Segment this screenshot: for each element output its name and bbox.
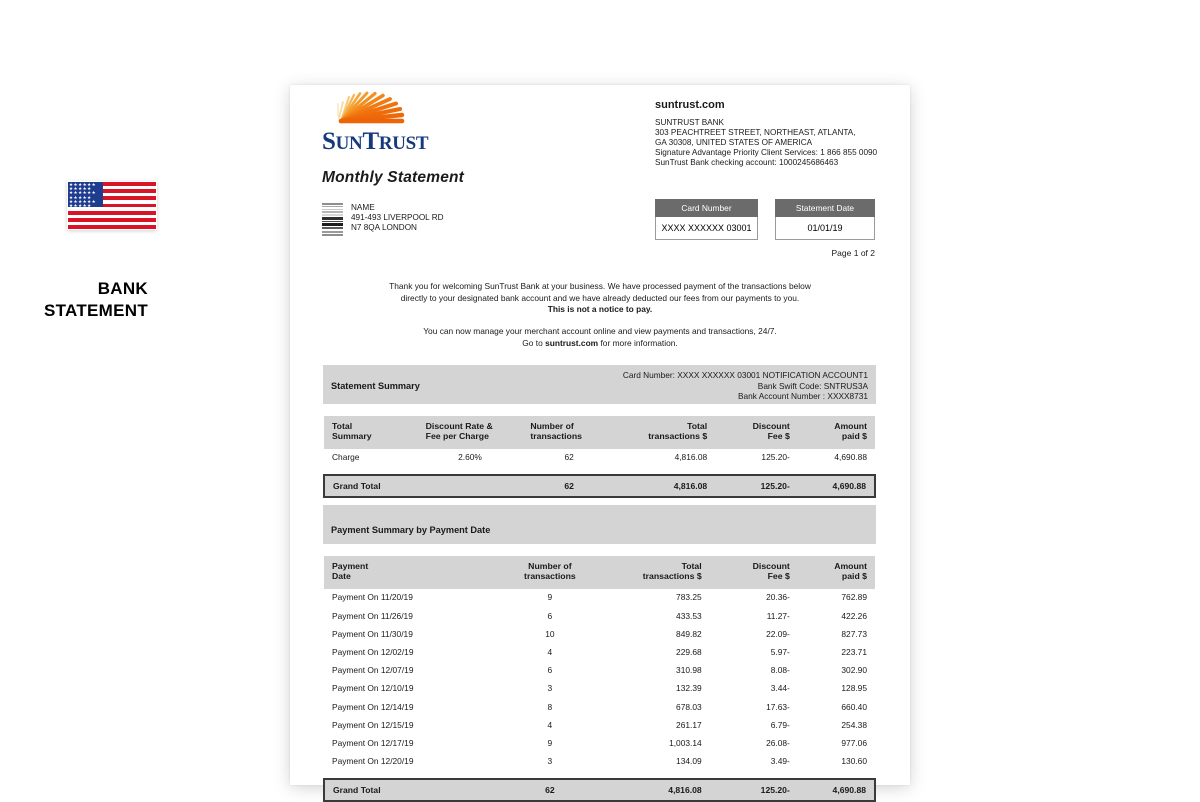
cell-date: Payment On 12/17/19 [324, 734, 495, 752]
cell-fee: 20.36- [710, 589, 798, 607]
cell-paid: 422.26 [798, 607, 875, 625]
cell-grand-total-fee: 125.20- [715, 475, 798, 497]
cell-fee: 3.49- [710, 752, 798, 770]
cell-label: Charge [324, 449, 418, 467]
cell-total: 783.25 [605, 589, 710, 607]
caption-line-1: BANK [97, 279, 148, 298]
cell-date: Payment On 11/26/19 [324, 607, 495, 625]
table-row [324, 752, 875, 770]
recipient-address [351, 203, 444, 233]
bank-address-line: Signature Advantage Priority Client Services: 1 866 855 0090 [655, 148, 878, 158]
suntrust-wordmark [322, 129, 522, 157]
cell-total: 1,003.14 [605, 734, 710, 752]
cell-grand-total-total: 4,816.08 [605, 779, 710, 801]
cell-total: 132.39 [605, 679, 710, 697]
cell-grand-total-paid: 4,690.88 [798, 475, 875, 497]
flag-stars: ★★★★★★ ★★★★★ ★★★★★★ ★★★★★ ★★★★★★ ★★★★★ [69, 182, 97, 208]
suntrust-logo [322, 90, 522, 157]
recipient-name: NAME [351, 203, 375, 212]
cell-paid: 660.40 [798, 697, 875, 715]
cell-paid: 223.71 [798, 643, 875, 661]
intro-online-line: You can now manage your merchant account online and view payments and transactions, 24/7. [423, 326, 777, 336]
table-row [324, 643, 875, 661]
statement-date-label: Statement Date [775, 199, 875, 217]
cell-count: 6 [495, 661, 605, 679]
cell-fee: 26.08- [710, 734, 798, 752]
cell-paid: 762.89 [798, 589, 875, 607]
cell-count: 6 [495, 607, 605, 625]
table-row [324, 589, 875, 607]
intro-line-2: directly to your designated bank account and we have already deducted our fees from our payments to you. [400, 292, 800, 303]
statement-summary-meta [623, 370, 868, 402]
cell-date: Payment On 12/20/19 [324, 752, 495, 770]
cell-total: 134.09 [605, 752, 710, 770]
cell-paid: 130.60 [798, 752, 875, 770]
meta-card-number: Card Number: XXXX XXXXXX 03001 NOTIFICATION ACCOUNT1 [622, 370, 868, 380]
cell-grand-total-paid: 4,690.88 [798, 779, 875, 801]
cell-fee: 8.08- [710, 661, 798, 679]
grand-total-row [324, 779, 875, 801]
suntrust-link[interactable]: suntrust.com [545, 337, 599, 348]
wordmark-t: T [362, 128, 379, 155]
cell-fee: 11.27- [710, 607, 798, 625]
payment-summary-table [323, 556, 876, 802]
col-discount-rate: Discount Rate & Fee per Charge [418, 416, 523, 449]
intro-line-1: Thank you for welcoming SunTrust Bank at your business. We have processed payment of the transactions below [389, 281, 811, 291]
statement-date-box [775, 199, 875, 240]
wordmark-un: UN [335, 133, 363, 154]
col-total-summary: Total Summary [324, 416, 418, 449]
cell-total: 433.53 [605, 607, 710, 625]
cell-count: 4 [495, 716, 605, 734]
cell-paid: 977.06 [798, 734, 875, 752]
payment-summary-band [323, 505, 876, 544]
col-total-transactions: Total transactions $ [605, 556, 710, 589]
col-payment-date: Payment Date [324, 556, 495, 589]
card-number-box [655, 199, 758, 240]
cell-date: Payment On 11/20/19 [324, 589, 495, 607]
cell-total: 261.17 [605, 716, 710, 734]
meta-swift-code: Bank Swift Code: SNTRUS3A [757, 380, 868, 391]
cell-total: 678.03 [605, 697, 710, 715]
cell-paid: 4,690.88 [798, 449, 875, 467]
cell-paid: 254.38 [798, 716, 875, 734]
cell-count: 3 [495, 679, 605, 697]
page-title: Monthly Statement [322, 169, 465, 186]
cell-grand-total-label: Grand Total [324, 779, 495, 801]
col-total-transactions: Total transactions $ [616, 416, 715, 449]
bank-website: suntrust.com [655, 99, 725, 111]
caption-line-2: STATEMENT [43, 301, 148, 320]
intro-notice: This is not a notice to pay. [547, 304, 653, 315]
wordmark-rust: RUST [378, 133, 429, 154]
cell-fee: 17.63- [710, 697, 798, 715]
annotation-caption [0, 278, 148, 322]
col-number-transactions: Number of transactions [522, 416, 616, 449]
card-number-label: Card Number [655, 199, 758, 217]
cell-date: Payment On 12/02/19 [324, 643, 495, 661]
recipient-address-line-2: N7 8QA LONDON [351, 223, 417, 233]
cell-fee: 22.09- [710, 625, 798, 643]
cell-paid: 128.95 [798, 679, 875, 697]
cell-count: 4 [495, 643, 605, 661]
intro-goto-prefix: Go to [522, 337, 546, 348]
wordmark-s: S [322, 128, 336, 155]
statement-date-value: 01/01/19 [775, 217, 875, 240]
statement-summary-table [323, 416, 876, 498]
table-row [324, 607, 875, 625]
cell-count: 10 [495, 625, 605, 643]
cell-count: 9 [495, 734, 605, 752]
table-row [324, 625, 875, 643]
barcode-icon [322, 203, 343, 238]
cell-grand-total-rate [418, 475, 523, 497]
cell-grand-total-count: 62 [522, 475, 616, 497]
col-discount-fee: Discount Fee $ [715, 416, 798, 449]
cell-total: 849.82 [605, 625, 710, 643]
cell-grand-total-label: Grand Total [324, 475, 418, 497]
cell-fee: 6.79- [710, 716, 798, 734]
col-amount-paid: Amount paid $ [798, 416, 875, 449]
cell-paid: 302.90 [798, 661, 875, 679]
statement-document [290, 85, 910, 795]
cell-count: 3 [495, 752, 605, 770]
cell-grand-total-count: 62 [495, 779, 605, 801]
cell-fee: 125.20- [715, 449, 798, 467]
bank-info-block [655, 99, 905, 168]
table-row [324, 449, 875, 467]
cell-grand-total-total: 4,816.08 [616, 475, 715, 497]
cell-grand-total-fee: 125.20- [710, 779, 798, 801]
table-row [324, 734, 875, 752]
table-row [324, 661, 875, 679]
bank-address-line: GA 30308, UNITED STATES OF AMERICA [655, 138, 813, 148]
us-flag-icon [67, 181, 157, 230]
bank-address-line: SunTrust Bank checking account: 1000245686463 [655, 158, 839, 168]
payment-summary-title: Payment Summary by Payment Date [331, 525, 491, 535]
table-header-row [324, 416, 875, 449]
statement-summary-title: Statement Summary [331, 381, 420, 391]
intro-paragraph-1 [332, 281, 868, 316]
cell-total: 310.98 [605, 661, 710, 679]
col-discount-fee: Discount Fee $ [710, 556, 798, 589]
cell-total: 229.68 [605, 643, 710, 661]
cell-count: 9 [495, 589, 605, 607]
cell-count: 8 [495, 697, 605, 715]
cell-fee: 3.44- [710, 679, 798, 697]
annotation-panel [0, 0, 290, 774]
cell-date: Payment On 12/10/19 [324, 679, 495, 697]
table-row [324, 697, 875, 715]
table-row [324, 716, 875, 734]
cell-paid: 827.73 [798, 625, 875, 643]
col-amount-paid: Amount paid $ [798, 556, 875, 589]
table-header-row [324, 556, 875, 589]
sunburst-logo-icon [328, 90, 414, 130]
intro-paragraph-2 [332, 326, 868, 349]
cell-count: 62 [522, 449, 616, 467]
grand-total-row [324, 475, 875, 497]
statement-summary-band [323, 365, 876, 404]
cell-fee: 5.97- [710, 643, 798, 661]
cell-date: Payment On 12/14/19 [324, 697, 495, 715]
table-row [324, 679, 875, 697]
bank-address-line: 303 PEACHTREET STREET, NORTHEAST, ATLANTA, [655, 128, 856, 138]
bank-address [655, 118, 905, 168]
page-number: Page 1 of 2 [831, 248, 875, 258]
cell-date: Payment On 11/30/19 [324, 625, 495, 643]
bank-address-line: SUNTRUST BANK [655, 118, 724, 127]
meta-account-number: Bank Account Number : XXXX8731 [737, 391, 868, 401]
cell-rate: 2.60% [418, 449, 523, 467]
cell-total: 4,816.08 [616, 449, 715, 467]
intro-goto-suffix: for more information. [598, 337, 678, 348]
cell-date: Payment On 12/15/19 [324, 716, 495, 734]
cell-date: Payment On 12/07/19 [324, 661, 495, 679]
col-number-transactions: Number of transactions [495, 556, 605, 589]
recipient-address-line-1: 491-493 LIVERPOOL RD [351, 213, 444, 223]
card-number-value: XXXX XXXXXX 03001 [655, 217, 758, 240]
